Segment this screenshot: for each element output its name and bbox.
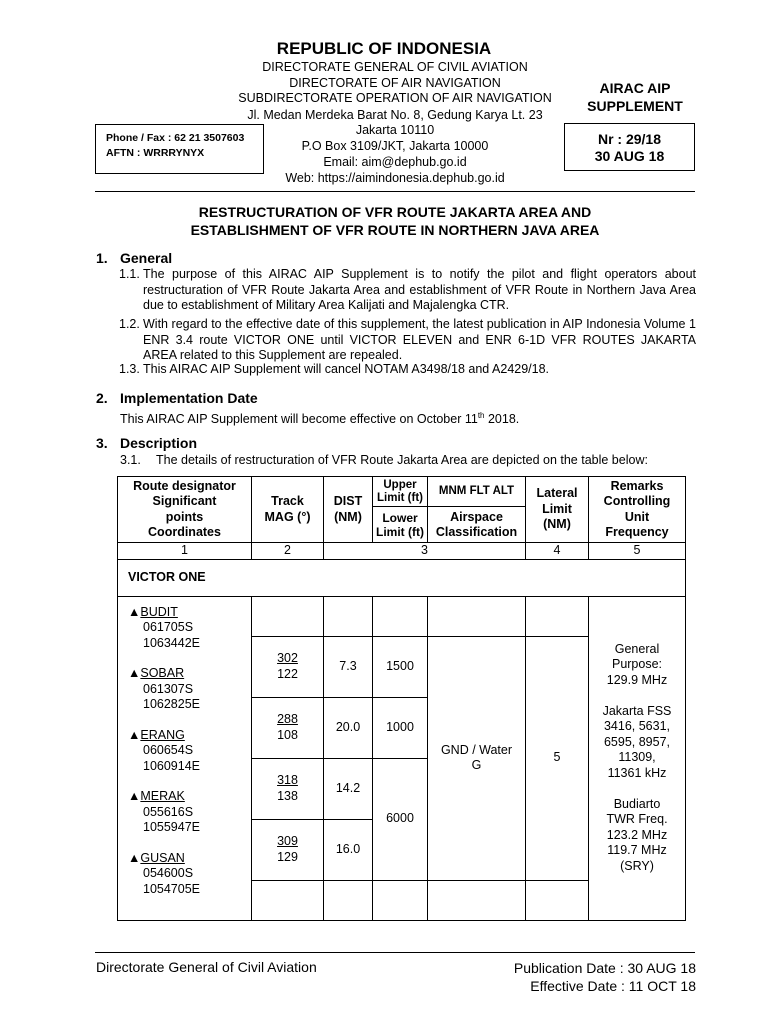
track-inbound: 108 [277,727,298,742]
description-item-1 [120,453,648,469]
header-text: DIST [333,494,363,508]
track-cell [252,758,324,819]
title-line-1: RESTRUCTURATION OF VFR ROUTE JAKARTA AREA AND [198,204,592,220]
airspace-line: G [471,758,482,772]
empty-cell [252,880,324,920]
waypoint-triangle-icon: ▲ [128,789,141,803]
remark-line: TWR Freq. [606,812,668,827]
waypoint-name: GUSAN [140,850,185,865]
remark-line: 11309, [618,750,656,765]
header-airspace-classification [428,507,526,543]
header-text: Unit [624,509,650,524]
effective-date: Effective Date : 11 OCT 18 [530,978,696,994]
track-inbound: 138 [277,788,298,803]
phone-fax: Phone / Fax : 62 21 3507603 [106,132,245,144]
header-upper-limit [373,477,428,507]
remark-line: Jakarta FSS [602,703,672,718]
section-title: Implementation Date [120,390,258,406]
vfr-route-table [117,476,686,921]
waypoint-lat: 061307S [143,681,194,696]
lateral-limit-cell: 5 [526,636,589,880]
header-text: Upper [383,478,417,491]
general-item-3 [119,362,696,378]
waypoint-budit [128,605,251,652]
empty-cell [324,880,373,920]
waypoint-lon: 1060914E [143,758,201,773]
supplement-date: 30 AUG 18 [594,148,665,164]
remarks-cell [589,596,686,920]
waypoint-lon: 1054705E [143,881,201,896]
remark-line: (SRY) [620,858,654,873]
item-number: 1.2. [119,317,140,331]
remark-line: 123.2 MHz [606,827,668,842]
header-text: Limit (ft) [377,491,423,504]
waypoint-lat: 055616S [143,804,194,819]
waypoint-triangle-icon: ▲ [128,727,141,742]
waypoint-lat: 061705S [143,620,194,634]
track-cell [252,819,324,880]
item-text: This AIRAC AIP Supplement will cancel NOTAM A3498/18 and A2429/18. [143,362,550,376]
airac-line-1: AIRAC AIP [599,80,671,96]
remark-line: 11361 kHz [607,765,667,780]
header-text: Significant [152,494,217,508]
airspace-line: GND / Water [440,742,513,757]
waypoint-triangle-icon: ▲ [128,604,141,619]
remark-line: 6595, 8957, [603,734,671,749]
header-text: Remarks [610,478,664,493]
header-text: (NM) [543,517,571,532]
remark-line: Budiarto [613,796,661,811]
waypoint-name: MERAK [140,789,185,803]
publication-date: Publication Date : 30 AUG 18 [513,960,696,976]
track-cell [252,697,324,758]
aftn: AFTN : WRRRYNYX [106,147,205,159]
footer-dates [440,959,696,995]
upper-limit-cell: 1000 [373,697,428,758]
header-text: Coordinates [148,525,221,539]
header-line-4: Jl. Medan Merdeka Barat No. 8, Gedung Karya Lt. 23 [247,108,543,122]
ordinal-suffix: th [477,411,485,420]
track-outbound: 288 [277,712,298,726]
waypoint-lat: 054600S [143,866,194,880]
header-text: points [165,509,204,524]
upper-limit-cell: 1500 [373,636,428,697]
track-inbound: 129 [277,849,298,864]
header-text: MAG (°) [264,509,311,524]
column-number: 1 [118,543,252,560]
implementation-text [120,408,519,428]
item-text: The purpose of this AIRAC AIP Supplement is to notify the pilot and flight operators about restructuration of VFR Route Jakarta Area and establishment of VFR Route in Northern Java Area due to establishment of Military Area Kalijati and Majalengka CTR. [143,267,696,312]
contact-box [95,124,264,174]
header-line-1: DIRECTORATE GENERAL OF CIVIL AVIATION [262,60,528,74]
airac-line-2: SUPPLEMENT [587,98,683,114]
empty-cell [252,596,324,636]
title-line-2: ESTABLISHMENT OF VFR ROUTE IN NORTHERN JAVA AREA [190,222,600,238]
dist-cell: 7.3 [324,636,373,697]
section-title: Description [120,435,198,451]
route-name-row: VICTOR ONE [118,559,686,596]
header-lateral-limit [526,477,589,543]
supplement-number-box [564,123,695,171]
section-implementation-heading [96,390,258,406]
header-mnm-flt-alt: MNM FLT ALT [428,477,526,507]
header-track [252,477,324,543]
header-text: Limit (ft) [376,524,424,539]
header-text: Frequency [605,525,669,539]
header-text: (NM) [334,509,362,524]
header-divider [95,191,695,192]
implementation-text-year: 2018. [484,412,520,427]
column-number: 2 [252,543,324,560]
header-text: Controlling [603,494,671,508]
page-title: REPUBLIC OF INDONESIA [276,39,492,58]
item-text: The details of restructuration of VFR Route Jakarta Area are depicted on the table below: [156,453,648,467]
empty-cell [373,880,428,920]
supplement-number: Nr : 29/18 [597,131,662,147]
track-outbound: 302 [277,651,298,665]
empty-cell [324,596,373,636]
empty-cell [526,596,589,636]
header-text: Classification [435,524,518,539]
item-number: 1.3. [119,362,140,376]
header-text: Track [271,494,304,508]
general-item-1 [119,267,696,314]
dist-cell: 14.2 [324,758,373,819]
footer-divider [95,952,695,953]
section-title: General [120,250,173,266]
header-line-7: Email: aim@dephub.go.id [323,155,467,169]
waypoint-name: BUDIT [140,604,178,619]
waypoint-lon: 1063442E [143,635,201,650]
header-line-6: P.O Box 3109/JKT, Jakarta 10000 [301,139,489,153]
section-number: 3. [96,435,108,451]
empty-cell [428,880,526,920]
upper-limit-cell: 6000 [373,758,428,880]
waypoint-name: ERANG [140,727,185,742]
header-text: Lateral [536,486,578,501]
remark-line: General [614,641,660,656]
waypoint-gusan [128,851,251,898]
empty-cell [428,596,526,636]
header-line-5: Jakarta 10110 [355,123,435,137]
header-route-designator [118,477,252,543]
remark-line: 119.7 MHz [607,843,667,858]
remark-line: Purpose: [611,657,663,672]
waypoint-sobar [128,666,251,713]
waypoint-merak [128,789,251,836]
section-general-heading [96,250,172,266]
empty-cell [526,880,589,920]
document-title [95,203,695,239]
airspace-cell [428,636,526,880]
waypoint-triangle-icon: ▲ [128,850,141,865]
footer-issuer: Directorate General of Civil Aviation [96,959,317,975]
header-line-3: SUBDIRECTORATE OPERATION OF AIR NAVIGATION [238,91,552,105]
track-cell [252,636,324,697]
empty-cell [373,596,428,636]
header-text: Route designator [133,478,236,493]
waypoint-erang [128,728,251,775]
track-outbound: 309 [277,834,298,848]
waypoint-lat: 060654S [143,743,194,757]
remark-line: 3416, 5631, [603,719,671,734]
waypoint-lon: 1062825E [143,697,201,711]
column-number: 4 [526,543,589,560]
implementation-text-main: This AIRAC AIP Supplement will become effective on October 11 [120,412,478,427]
track-outbound: 318 [277,773,298,787]
header-text: Limit [542,501,572,516]
airac-label [570,79,700,115]
dist-cell: 20.0 [324,697,373,758]
header-remarks [589,477,686,543]
column-number: 3 [324,543,526,560]
item-text: With regard to the effective date of this supplement, the latest publication in AIP Indonesia Volume 1 ENR 3.4 route VICTOR ONE until VICTOR ELEVEN and ENR 6-1D VFR ROUTES JAKARTA AREA related to this Supplement are repealed. [143,317,696,362]
header-text: Lower [382,510,418,525]
general-item-2 [119,317,696,364]
section-number: 1. [96,250,108,266]
item-number: 1.1. [119,267,140,281]
waypoint-triangle-icon: ▲ [128,666,141,680]
column-number: 5 [589,543,686,560]
waypoint-name: SOBAR [140,666,185,680]
remark-line: 129.9 MHz [606,672,668,687]
waypoint-lon: 1055947E [143,820,201,834]
track-inbound: 122 [277,666,298,681]
item-number: 3.1. [120,453,141,467]
dist-cell: 16.0 [324,819,373,880]
header-text: Airspace [450,509,503,524]
header-line-2: DIRECTORATE OF AIR NAVIGATION [289,76,501,90]
points-cell [118,596,252,920]
section-number: 2. [96,390,108,406]
header-dist [324,477,373,543]
header-line-8: Web: https://aimindonesia.dephub.go.id [285,171,505,185]
section-description-heading [96,435,197,451]
header-lower-limit [373,507,428,543]
